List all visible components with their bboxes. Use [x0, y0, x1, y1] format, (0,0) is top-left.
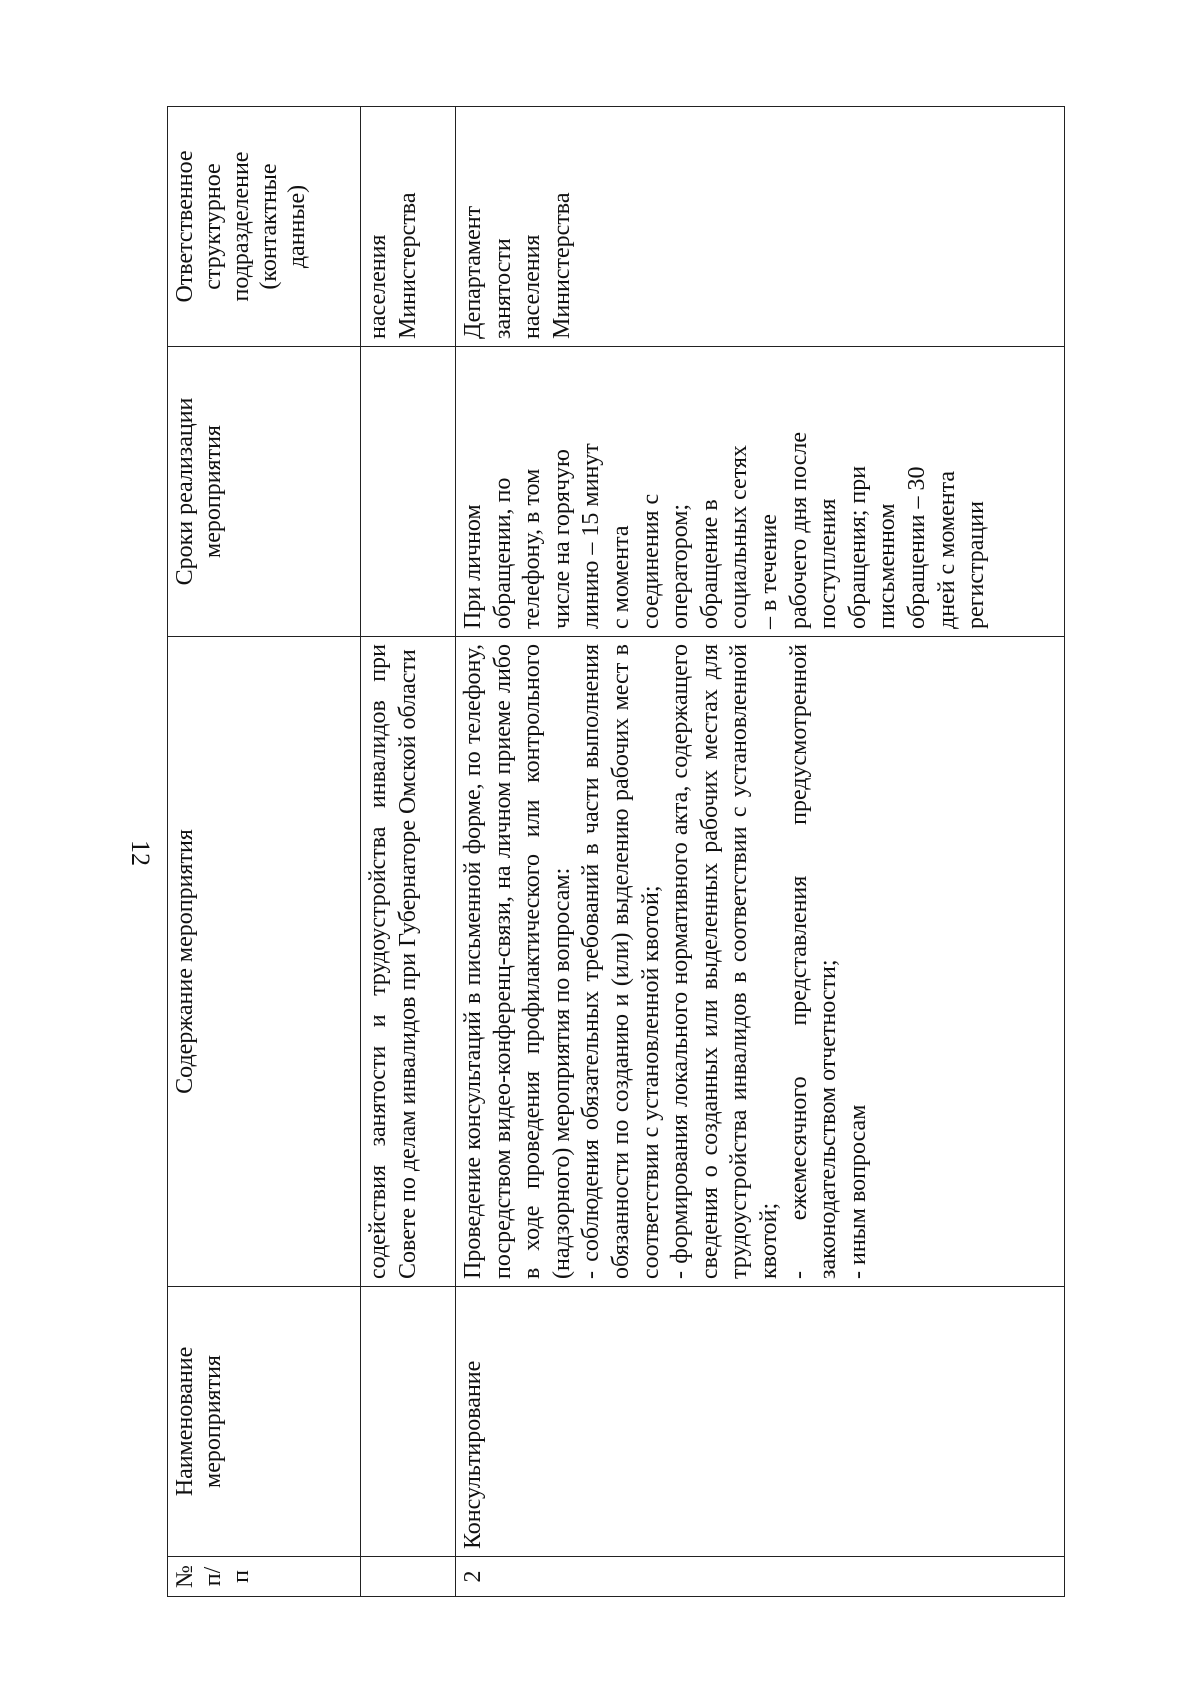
rotated-page-content	[167, 107, 1065, 1597]
row2-content	[456, 637, 1065, 1287]
table-row	[456, 107, 1065, 1597]
row1-number	[361, 1557, 456, 1597]
row2-name: Консультирование	[456, 1287, 1065, 1557]
row2-content-item: - соблюдения обязательных требований в части выполнения обязанности по созданию и (или) выделению рабочих мест в соответствии с установленной квотой;	[578, 644, 664, 1279]
row1-content: содействия занятости и трудоустройства инвалидов при Совете по делам инвалидов при Губернаторе Омской области	[361, 637, 456, 1287]
row1-terms	[361, 347, 456, 637]
table-row	[361, 107, 456, 1597]
header-content: Содержание мероприятия	[168, 637, 361, 1287]
row2-terms: При личном обращении, по телефону, в том числе на горячую линию – 15 минут с момента соединения с оператором; обращение в социальных сетях – в течение рабочего дня после поступления обращения; при письменном обращении – 30 дней с момента регистрации	[456, 347, 1065, 637]
table-header-row	[168, 107, 361, 1597]
header-number: № п/п	[168, 1557, 361, 1597]
page-number: 12	[126, 840, 155, 866]
row2-number: 2	[456, 1557, 1065, 1597]
header-terms: Сроки реализации мероприятия	[168, 347, 361, 637]
row2-department: Департамент занятости населения Министерства	[456, 107, 1065, 347]
row1-department: населения Министерства	[361, 107, 456, 347]
header-name: Наименование мероприятия	[168, 1287, 361, 1557]
row2-content-item: - ежемесячного представления предусмотренной законодательством отчетности;	[785, 644, 842, 1279]
row1-name	[361, 1287, 456, 1557]
row2-content-item: - формирования локального нормативного акта, содержащего сведения о созданных или выделенных рабочих местах для трудоустройства инвалидов в соответствии с установленной квотой;	[667, 644, 782, 1279]
measures-table	[167, 106, 1065, 1597]
row2-content-intro: Проведение консультаций в письменной форме, по телефону, посредством видео-конференц-связи, на личном приеме либо в ходе проведения профилактического или контрольного (надзорного) мероприятия по вопросам:	[460, 644, 575, 1279]
row2-content-item: - иным вопросам	[844, 1104, 871, 1279]
header-department: Ответственное структурное подразделение (контактные данные)	[168, 107, 361, 347]
